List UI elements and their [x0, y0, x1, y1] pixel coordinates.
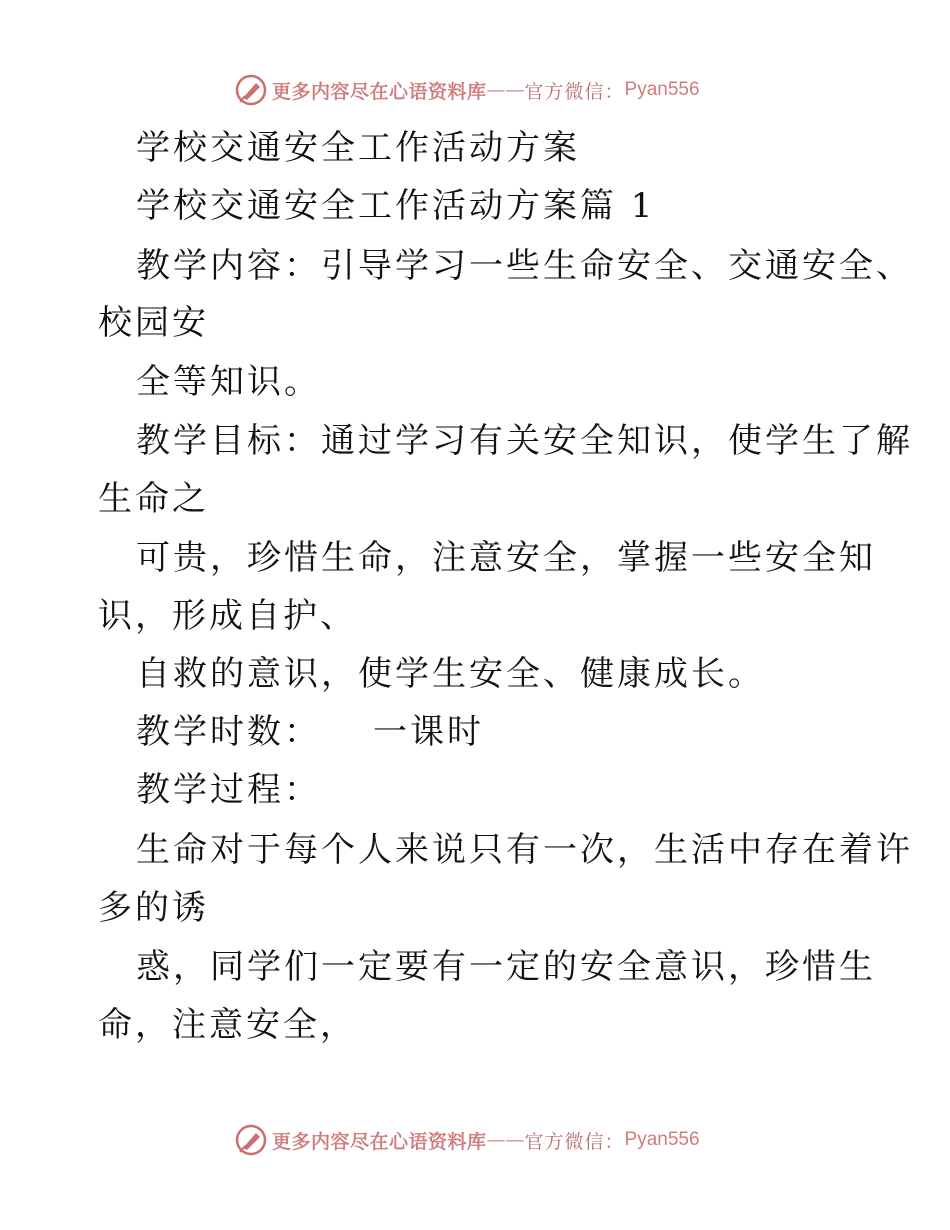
text-line-hours	[136, 712, 484, 752]
text-line-goal-5: 自救的意识，使学生安全、健康成长。	[136, 654, 765, 694]
watermark-wechat-label: 官方微信：	[524, 1130, 625, 1153]
text-line-process: 教学过程：	[136, 770, 321, 810]
watermark-site-name: 更多内容尽在心语资料库	[272, 80, 487, 103]
hours-value: 一课时	[373, 712, 484, 752]
text-line-content-1: 教学内容：引导学习一些生命安全、交通安全、	[136, 246, 913, 286]
watermark-wechat-id: Pyan556	[624, 79, 700, 100]
watermark-wechat-label: 官方微信：	[524, 80, 625, 103]
text-line-goal-1: 教学目标：通过学习有关安全知识，使学生了解	[136, 421, 913, 461]
text-line-para-4: 命，注意安全，	[98, 1005, 357, 1045]
watermark-wechat-id: Pyan556	[624, 1129, 700, 1150]
text-line-para-1: 生命对于每个人来说只有一次，生活中存在着许	[136, 830, 913, 870]
text-line-goal-2: 生命之	[98, 479, 209, 519]
watermark-dash: ——	[486, 79, 525, 101]
text-line-content-3: 全等知识。	[136, 362, 321, 402]
watermark-dash: ——	[486, 1129, 525, 1151]
quill-logo-icon	[234, 73, 268, 107]
document-subtitle: 学校交通安全工作活动方案篇 1	[136, 186, 656, 226]
text-line-content-2: 校园安	[98, 303, 209, 343]
document-title: 学校交通安全工作活动方案	[136, 128, 580, 168]
text-line-para-2: 多的诱	[98, 888, 209, 928]
watermark-site-name: 更多内容尽在心语资料库	[272, 1130, 487, 1153]
text-line-para-3: 惑，同学们一定要有一定的安全意识，珍惜生	[136, 947, 876, 987]
hours-label: 教学时数：	[136, 712, 321, 752]
footer-watermark	[234, 1122, 700, 1158]
quill-logo-icon	[234, 1123, 268, 1157]
text-line-goal-4: 识，形成自护、	[98, 596, 357, 636]
header-watermark	[234, 72, 700, 108]
text-line-goal-3: 可贵，珍惜生命，注意安全，掌握一些安全知	[136, 538, 876, 578]
